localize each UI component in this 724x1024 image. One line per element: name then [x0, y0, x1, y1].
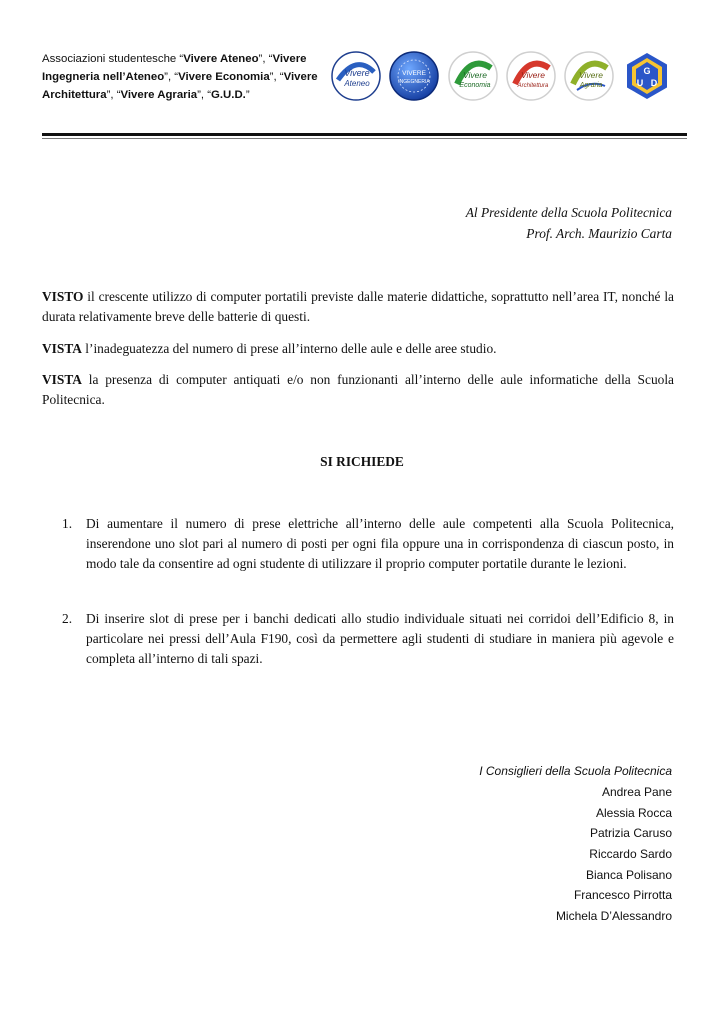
premise-text: l’inadeguatezza del numero di prese all’interno delle aule e delle aree studio. — [81, 341, 497, 356]
svg-text:Ateneo: Ateneo — [344, 79, 370, 88]
signer-name: Riccardo Sardo — [589, 847, 672, 862]
addressee-block — [466, 203, 672, 245]
signature-role: I Consiglieri della Scuola Politecnica — [479, 764, 672, 778]
signer-name: Alessia Rocca — [595, 805, 672, 820]
association-name: Vivere Architettura — [42, 71, 318, 101]
svg-text:Economia: Economia — [459, 82, 491, 89]
association-name: Vivere Ingegneria nell’Ateneo — [42, 53, 307, 83]
svg-text:VIVERE: VIVERE — [402, 70, 426, 77]
premise-text: il crescente utilizzo di computer portatili previste dalle materie didattiche, soprattutto nell’area IT, nonché la durata relativamente breve delle batterie di questi. — [42, 289, 674, 324]
svg-text:Vivere: Vivere — [521, 70, 545, 80]
premise-text: la presenza di computer antiquati e/o non funzionanti all’interno delle aule informatiche della Scuola Politecnica. — [42, 372, 674, 407]
association-name: G.U.D. — [211, 89, 246, 101]
header-divider-thin — [42, 138, 687, 139]
header-prefix: Associazioni studentesche — [42, 53, 180, 65]
association-name: Vivere Agraria — [120, 89, 198, 101]
svg-text:INGEGNERIA: INGEGNERIA — [398, 79, 430, 85]
gud-logo — [621, 50, 673, 102]
svg-text:U: U — [636, 78, 644, 88]
request-text: Di inserire slot di prese per i banchi dedicati allo studio individuale situati nei corridoi dell’Edificio 8, in particolare nei pressi dell’Aula F190, così da permettere agli studenti di studiare in maniera più agevole e completa all’interno di tali spazi. — [86, 611, 674, 666]
addressee-line: Prof. Arch. Maurizio Carta — [526, 226, 672, 241]
vivere-ingegneria-logo — [388, 50, 440, 102]
signer-name: Patrizia Caruso — [589, 826, 672, 841]
signer-name: Andrea Pane — [601, 785, 672, 799]
association-logos — [330, 50, 690, 106]
vivere-ateneo-logo — [330, 50, 382, 102]
request-item — [62, 609, 674, 669]
signature-block — [479, 761, 672, 927]
association-name: Vivere Ateneo — [183, 53, 259, 65]
vivere-agraria-logo — [563, 50, 615, 102]
premise-paragraph — [42, 370, 674, 410]
header-divider — [42, 133, 687, 136]
request-number: 1. — [62, 516, 73, 531]
svg-text:Architettura: Architettura — [517, 83, 549, 89]
svg-text:Vivere: Vivere — [463, 70, 487, 80]
premise-paragraph — [42, 287, 674, 327]
svg-text:Agraria: Agraria — [579, 82, 603, 89]
svg-text:G: G — [643, 66, 651, 76]
signer-name: Michela D’Alessandro — [555, 909, 672, 924]
request-heading: SI RICHIEDE — [320, 454, 404, 469]
svg-text:D: D — [650, 78, 658, 88]
association-name: Vivere Economia — [178, 71, 270, 83]
premise-lead: VISTO — [42, 289, 84, 304]
request-number: 2. — [62, 611, 73, 626]
addressee-line: Al Presidente della Scuola Politecnica — [465, 205, 672, 220]
premise-lead: VISTA — [42, 341, 82, 356]
request-item — [62, 514, 674, 574]
premise-paragraph — [42, 339, 674, 359]
vivere-economia-logo — [447, 50, 499, 102]
request-text: Di aumentare il numero di prese elettriche all’interno delle aule competenti alla Scuola Politecnica, inserendone uno slot pari al numero di posti per ogni fila oppure una in corrispondenza di ciascun posto, in modo tale da consentire ad ogni studente di utilizzare il proprio computer portatile durante le lezioni. — [86, 516, 674, 571]
signer-name: Bianca Polisano — [585, 867, 672, 882]
svg-text:Vivere: Vivere — [344, 68, 370, 78]
vivere-architettura-logo — [505, 50, 557, 102]
svg-text:Vivere: Vivere — [579, 70, 603, 80]
signer-name: Francesco Pirrotta — [573, 888, 672, 903]
header-associations: Associazioni studentesche “Vivere Ateneo”, “Vivere Ingegneria nell’Ateneo”, “Vivere Economia”, “Vivere Architettura”, “Vivere Agraria”, “G.U.D.” — [42, 53, 318, 101]
premise-lead: VISTA — [42, 372, 82, 387]
